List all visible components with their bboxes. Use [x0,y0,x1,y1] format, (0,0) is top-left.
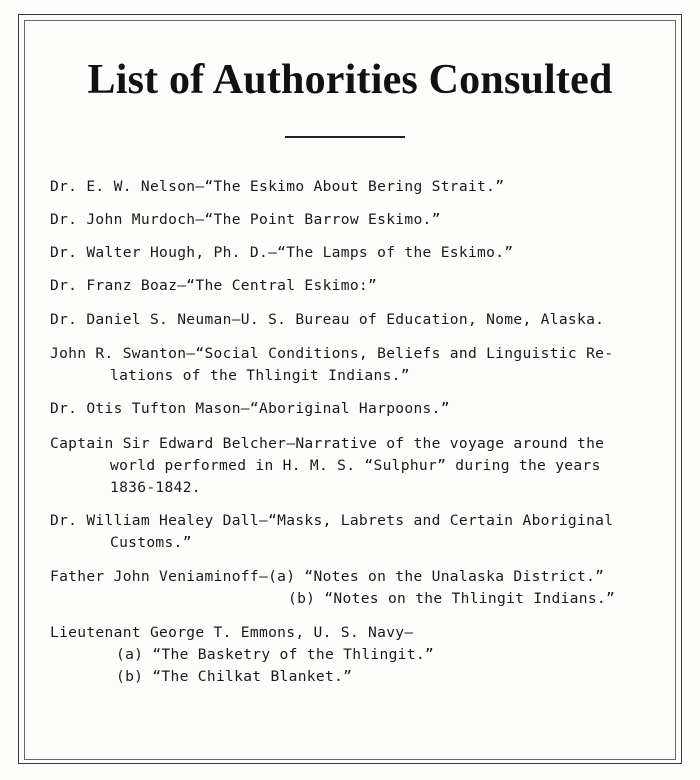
entry-text: Dr. Otis Tufton Mason—“Aboriginal Harpoons.” [50,400,450,417]
entry-subitem: (b) “The Chilkat Blanket.” [116,668,353,685]
list-item [50,398,660,420]
title-divider [285,136,405,138]
entry-continuation: 1836-1842. [110,479,201,496]
entry-text: Dr. William Healey Dall—“Masks, Labrets and Certain Aboriginal [50,512,614,529]
list-item [50,176,660,198]
entry-continuation: (b) “Notes on the Thlingit Indians.” [288,590,616,607]
entry-text: Dr. E. W. Nelson—“The Eskimo About Bering Strait.” [50,178,505,195]
entry-text: John R. Swanton—“Social Conditions, Beliefs and Linguistic Re- [50,345,614,362]
list-item [50,566,660,610]
entry-continuation: lations of the Thlingit Indians.” [110,367,410,384]
list-item [50,510,660,554]
entry-subitem: (a) “The Basketry of the Thlingit.” [116,646,435,663]
list-item [50,275,660,297]
entry-text: Dr. Franz Boaz—“The Central Eskimo:” [50,277,378,294]
list-item [50,209,660,231]
list-item [50,622,660,688]
entry-text: Lieutenant George T. Emmons, U. S. Navy— [50,624,414,641]
entry-continuation: Customs.” [110,534,192,551]
page-title: List of Authorities Consulted [87,57,613,103]
list-item [50,242,660,264]
list-item [50,343,660,387]
list-item [50,433,660,499]
list-item [50,309,660,331]
entry-text: Captain Sir Edward Belcher—Narrative of the voyage around the [50,435,605,452]
entry-text: Dr. Daniel S. Neuman—U. S. Bureau of Education, Nome, Alaska. [50,311,605,328]
entry-continuation: world performed in H. M. S. “Sulphur” during the years [110,457,601,474]
entry-text: Dr. Walter Hough, Ph. D.—“The Lamps of the Eskimo.” [50,244,514,261]
entry-text: Dr. John Murdoch—“The Point Barrow Eskimo.” [50,211,441,228]
entry-text: Father John Veniaminoff—(a) “Notes on the Unalaska District.” [50,568,605,585]
